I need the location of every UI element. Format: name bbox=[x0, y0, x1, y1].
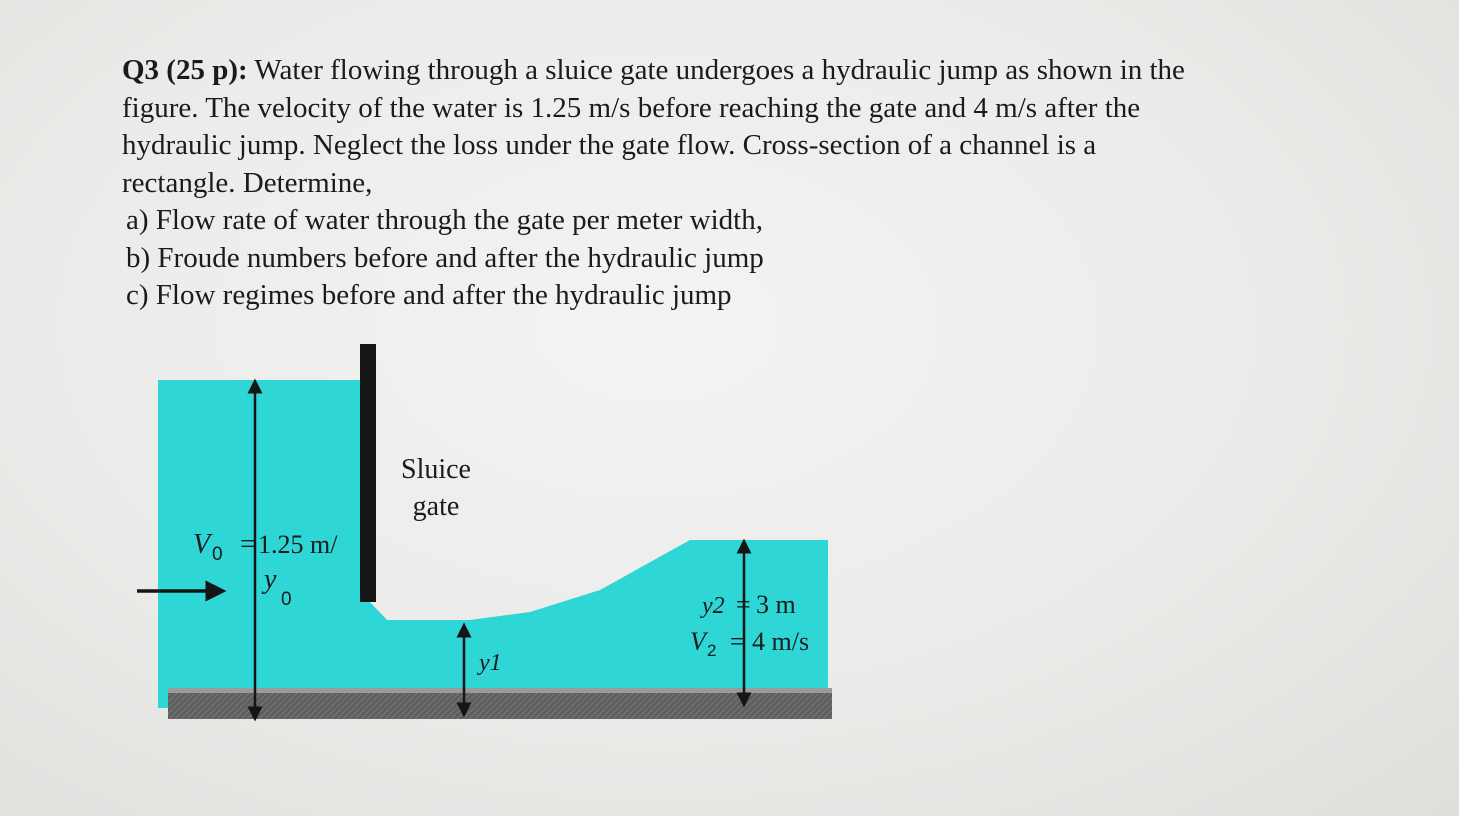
v2-subscript: 2 bbox=[707, 641, 717, 660]
channel-bed-edge bbox=[168, 688, 832, 693]
v2-symbol: V bbox=[690, 627, 706, 656]
v0-symbol: V bbox=[193, 529, 211, 560]
y0-subscript: 0 bbox=[281, 589, 292, 610]
v0-value: 1.25 m/ bbox=[258, 530, 338, 559]
y0-symbol: y bbox=[264, 564, 277, 595]
y2-label: y2 bbox=[702, 593, 725, 619]
y1-label: y1 bbox=[479, 650, 502, 676]
question-text-line: hydraulic jump. Neglect the loss under the gate flow. Cross-section of a channel is a bbox=[122, 129, 1097, 161]
question-part-a: a) Flow rate of water through the gate per meter width, bbox=[126, 204, 763, 236]
channel-bed bbox=[168, 692, 832, 719]
v2-equals: = bbox=[730, 627, 745, 656]
question-part-c: c) Flow regimes before and after the hydraulic jump bbox=[126, 279, 732, 311]
y2-equals: = bbox=[736, 590, 751, 619]
v2-value: 4 m/s bbox=[752, 627, 810, 656]
gate-label-line-2: gate bbox=[412, 491, 460, 522]
y2-value: 3 m bbox=[756, 590, 796, 619]
question-text-line: figure. The velocity of the water is 1.25 m/s before reaching the gate and 4 m/s after the bbox=[122, 91, 1141, 124]
question-heading: Q3 (25 p): bbox=[122, 54, 248, 86]
gate-label-line-1: Sluice bbox=[401, 454, 471, 485]
question-text-line: rectangle. Determine, bbox=[122, 166, 373, 199]
v0-equals: = bbox=[240, 529, 256, 560]
v0-subscript: 0 bbox=[212, 544, 223, 565]
question-part-b: b) Froude numbers before and after the hydraulic jump bbox=[126, 241, 764, 274]
sluice-gate bbox=[360, 344, 376, 602]
question-text-line: Water flowing through a sluice gate undergoes a hydraulic jump as shown in the bbox=[247, 54, 1185, 86]
